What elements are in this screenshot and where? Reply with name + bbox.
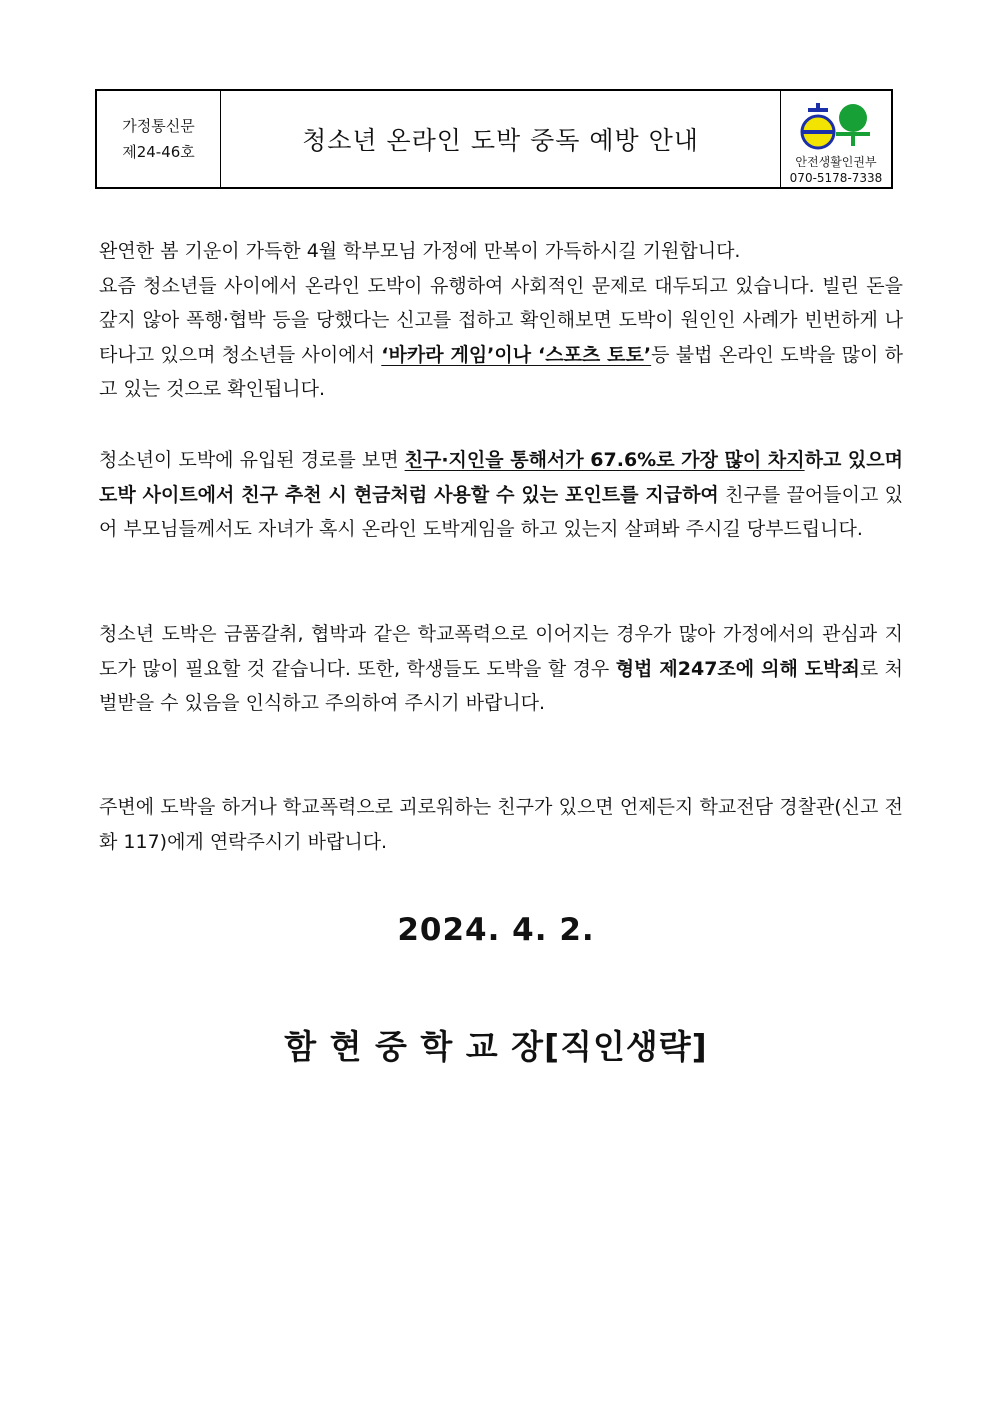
p4-text-1: 주변에 도박을 하거나 학교폭력으로 괴로워하는 친구가 있으면 언제든지 학교전담 경찰관(신고 전화 117)에게 연락주시기 바랍니다. xyxy=(99,796,903,853)
doc-type-label: 가정통신문 xyxy=(122,117,195,135)
notice-header xyxy=(95,89,893,189)
notice-title-cell xyxy=(221,91,781,187)
p1-bold-1: ‘바카라 게임’이나 ‘스포츠 토토’ xyxy=(381,343,652,366)
school-logo-icon xyxy=(798,101,874,151)
paragraph-1 xyxy=(91,234,903,407)
dept-phone: 070-5178-7338 xyxy=(789,171,883,185)
p3-text-2: 로 처벌받을 수 있음을 인식하고 주의하여 주시기 바랍니다. xyxy=(99,657,903,714)
doc-number: 제24-46호 xyxy=(122,143,195,161)
p2-bold-2: 하고 있으며 도박 사이트에서 친구 추천 시 현금처럼 사용할 수 있는 포인트를 지급하여 xyxy=(99,449,903,506)
p2-text-2: 친구를 끌어들이고 있어 부모님들께서도 자녀가 혹시 온라인 도박게임을 하고 있는지 살펴봐 주시길 당부드립니다. xyxy=(99,483,903,540)
paragraph-1-body xyxy=(91,269,903,407)
p1-text-1: 요즘 청소년들 사이에서 온라인 도박이 유행하여 사회적인 문제로 대두되고 있습니다. 빌린 돈을 갚지 않아 폭행·협박 등을 당했다는 신고를 접하고 확인해보면 도박이 원인인 사례가 빈번하게 나타나고 있으며 청소년들 사이에서 xyxy=(99,274,903,366)
signer-line: 함 현 중 학 교 장[직인생략] xyxy=(284,1027,708,1066)
paragraph-2 xyxy=(91,443,903,547)
paragraph-3 xyxy=(91,617,903,721)
p2-bold-1: 친구·지인을 통해서가 67.6%로 가장 많이 차지 xyxy=(404,449,805,471)
p1-text-2: 등 불법 온라인 도박을 많이 하고 있는 것으로 확인됩니다. xyxy=(99,343,903,400)
logo-cell xyxy=(781,91,891,187)
p2-text-1: 청소년이 도박에 유입된 경로를 보면 xyxy=(99,449,405,471)
page-title: 청소년 온라인 도박 중독 예방 안내 xyxy=(302,126,699,155)
notice-date: 2024. 4. 2. xyxy=(397,912,595,948)
p3-bold-1: 형법 제247조에 의해 도박죄 xyxy=(615,657,860,680)
p3-text-1: 청소년 도박은 금품갈취, 협박과 같은 학교폭력으로 이어지는 경우가 많아 가정에서의 관심과 지도가 많이 필요할 것 같습니다. 또한, 학생들도 도박을 할 경우 xyxy=(99,623,903,680)
paragraph-4 xyxy=(91,790,903,859)
notice-number-cell xyxy=(97,91,221,187)
greeting-line: 완연한 봄 기운이 가득한 4월 학부모님 가정에 만복이 가득하시길 기원합니다. xyxy=(99,240,741,262)
dept-name: 안전생활인권부 xyxy=(795,155,877,169)
